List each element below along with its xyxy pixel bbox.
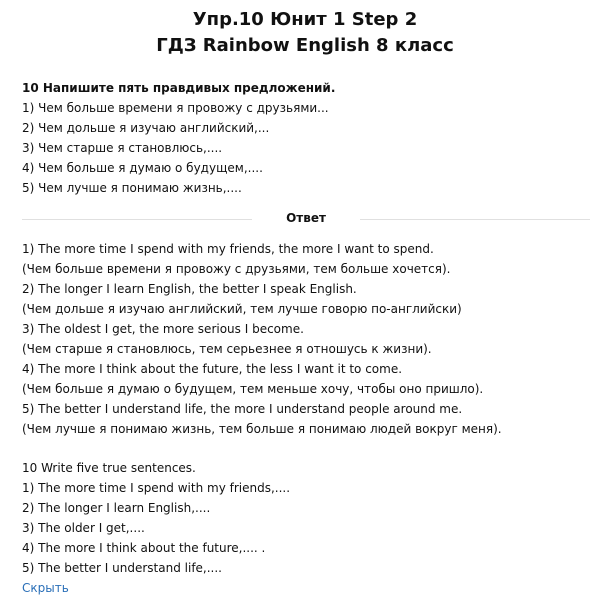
answer-line-5: 3) The oldest I get, the more serious I become. <box>22 322 304 336</box>
answer-line-8: (Чем больше я думаю о будущем, тем меньше хочу, чтобы оно пришло). <box>22 382 484 396</box>
answer-line-1: 1) The more time I spend with my friends, the more I want to spend. <box>22 242 434 256</box>
english-item-4: 4) The more I think about the future,.... . <box>22 541 266 555</box>
page-title-line2: ГДЗ Rainbow English 8 класс <box>156 35 454 56</box>
answer-line-7: 4) The more I think about the future, the less I want it to come. <box>22 362 403 376</box>
task-item-2: 2) Чем дольше я изучаю английский,... <box>22 121 270 135</box>
english-item-3: 3) The older I get,.... <box>22 521 145 535</box>
english-item-5: 5) The better I understand life,.... <box>22 561 222 575</box>
english-item-1: 1) The more time I spend with my friends,.... <box>22 481 291 495</box>
answer-line-9: 5) The better I understand life, the more I understand people around me. <box>22 402 463 416</box>
task-item-3: 3) Чем старше я становлюсь,.... <box>22 141 223 155</box>
answer-line-4: (Чем дольше я изучаю английский, тем лучше говорю по-английски) <box>22 302 462 316</box>
answer-line-10: (Чем лучше я понимаю жизнь, тем больше я понимаю людей вокруг меня). <box>22 422 502 436</box>
page-title-line1: Упр.10 Юнит 1 Step 2 <box>192 9 418 30</box>
task-heading: 10 Напишите пять правдивых предложений. <box>22 81 336 95</box>
divider-line-right <box>360 219 590 220</box>
task-item-5: 5) Чем лучше я понимаю жизнь,.... <box>22 181 242 195</box>
english-item-2: 2) The longer I learn English,.... <box>22 501 211 515</box>
answer-line-3: 2) The longer I learn English, the better I speak English. <box>22 282 357 296</box>
answer-label: Ответ <box>286 211 326 225</box>
english-task-heading: 10 Write five true sentences. <box>22 461 196 475</box>
answer-line-2: (Чем больше времени я провожу с друзьями, тем больше хочется). <box>22 262 451 276</box>
answer-line-6: (Чем старше я становлюсь, тем серьезнее я отношусь к жизни). <box>22 342 432 356</box>
hide-answer-link[interactable]: Скрыть <box>22 581 69 595</box>
task-item-1: 1) Чем больше времени я провожу с друзьями... <box>22 101 329 115</box>
answer-divider <box>22 206 590 232</box>
task-item-4: 4) Чем больше я думаю о будущем,.... <box>22 161 263 175</box>
